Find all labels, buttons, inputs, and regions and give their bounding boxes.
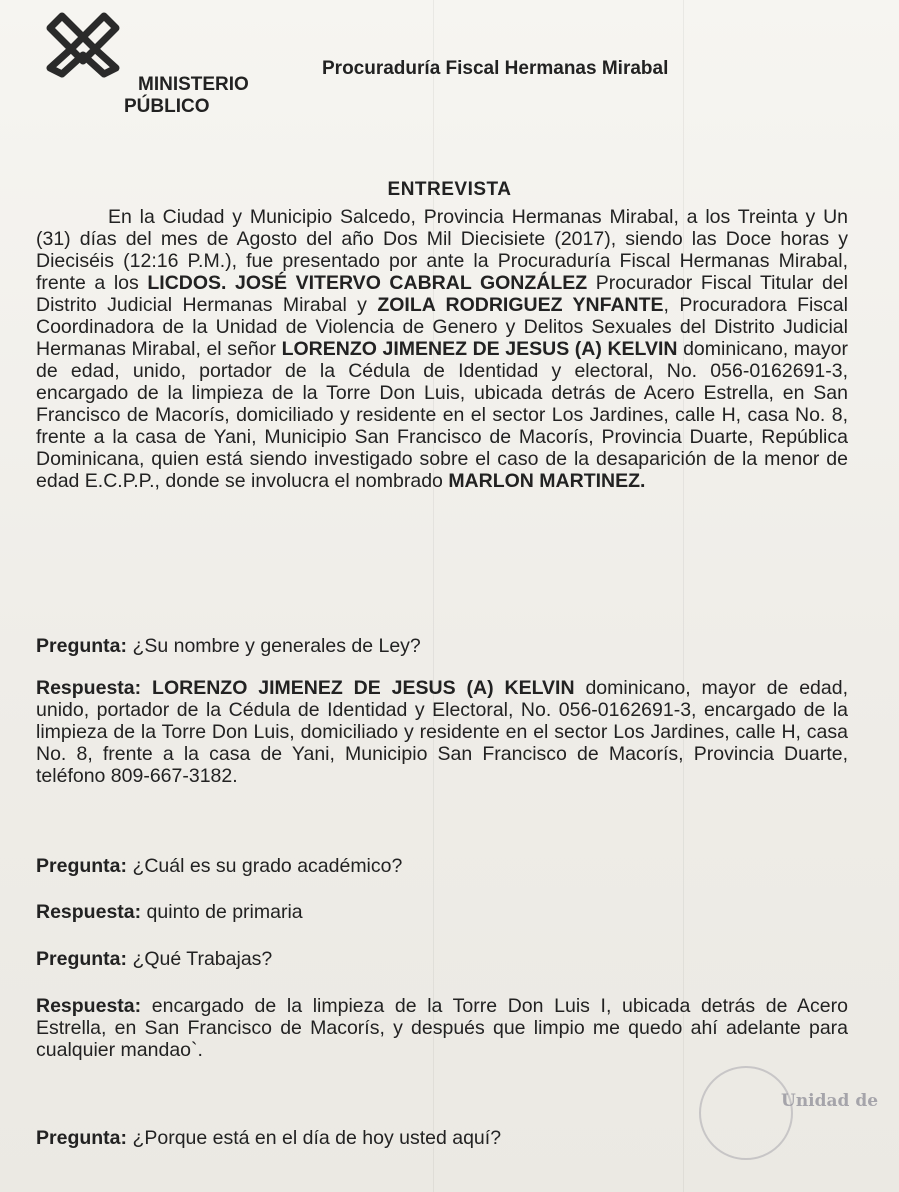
- intro-bold-segment: LORENZO JIMENEZ DE JESUS (A) KELVIN: [281, 338, 678, 360]
- stamp-seal-icon: [699, 1066, 793, 1160]
- question-label: Pregunta:: [36, 635, 128, 657]
- office-name: Procuraduría Fiscal Hermanas Mirabal: [322, 58, 669, 79]
- intro-bold-segment: LICDOS. JOSÉ VITERVO CABRAL GONZÁLEZ: [147, 272, 588, 294]
- organization-name-line1: MINISTERIO: [138, 74, 249, 95]
- answer-text: encargado de la limpieza de la Torre Don Luis I, ubicada detrás de Acero Estrella, en San Francisco de Macorís, y después que limpio me quedo ahí adelante para cualquier mandao`.: [36, 995, 848, 1061]
- organization-name: [124, 74, 274, 118]
- question-label: Pregunta:: [36, 948, 128, 970]
- question-2: [36, 855, 848, 877]
- question-label: Pregunta:: [36, 1127, 128, 1149]
- intro-text-segment: Procurador Fiscal Titular del Distrito Judicial Hermanas Mirabal y: [36, 272, 849, 316]
- stamp-text: Unidad de: [781, 1091, 879, 1111]
- intro-text-segment: En la Ciudad y Municipio Salcedo, Provincia Hermanas Mirabal, a los Treinta y Un (31) días del mes de Agosto del año Dos Mil Diecisiete (2017), siendo las Doce horas y Dieciséis (12:16 P.M.), fue presentado por ante la Procuraduría Fiscal Hermanas Mirabal, frente a los: [36, 206, 848, 294]
- answer-text: quinto de primaria: [146, 901, 303, 923]
- intro-bold-segment: MARLON MARTINEZ.: [448, 470, 646, 492]
- question-3: [36, 948, 848, 970]
- intro-bold-segment: ZOILA RODRIGUEZ YNFANTE: [377, 294, 664, 316]
- answer-label: Respuesta:: [36, 677, 142, 699]
- question-text: ¿Porque está en el día de hoy usted aquí?: [132, 1127, 502, 1149]
- question-text: ¿Cuál es su grado académico?: [132, 855, 403, 877]
- answer-2: [36, 901, 848, 923]
- answer-label: Respuesta:: [36, 901, 142, 923]
- ministerio-publico-logo-icon: [40, 10, 126, 78]
- answer-1: [36, 677, 848, 787]
- answer-3: [36, 995, 848, 1061]
- intro-text-segment: dominicano, mayor de edad, unido, portador de la Cédula de Identidad y electoral, No. 056-0162691-3, encargado de la limpieza de la Torre Don Luis, ubicada detrás de Acero Estrella, en San Francisco de Macorís, domiciliado y residente en el sector Los Jardines, calle H, casa No. 8, frente a la casa de Yani, Municipio San Francisco de Macorís, Provincia Duarte, República Dominicana, quien está siendo investigado sobre el caso de la desaparición de la menor de edad E.C.P.P., donde se involucra el nombrado: [36, 338, 848, 492]
- intro-text-segment: , Procuradora Fiscal Coordinadora de la Unidad de Violencia de Genero y Delitos Sexuales del Distrito Judicial Hermanas Mirabal, el señor: [36, 294, 848, 360]
- answer-text: dominicano, mayor de edad, unido, portador de la Cédula de Identidad y Electoral, No. 056-0162691-3, encargado de la limpieza de la Torre Don Luis, domiciliado y residente en el sector Los Jardines, calle H, casa No. 8, frente a la casa de Yani, Municipio San Francisco de Macorís, Provincia Duarte, teléfono 809-667-3182.: [36, 677, 848, 787]
- organization-name-line2: PÚBLICO: [124, 96, 210, 117]
- document-title: ENTREVISTA: [387, 179, 512, 200]
- question-text: ¿Su nombre y generales de Ley?: [132, 635, 421, 657]
- answer-label: Respuesta:: [36, 995, 142, 1017]
- official-stamp: [691, 1062, 891, 1192]
- question-1: [36, 635, 848, 657]
- intro-paragraph: [36, 206, 848, 492]
- answer-name: LORENZO JIMENEZ DE JESUS (A) KELVIN: [152, 677, 575, 699]
- question-label: Pregunta:: [36, 855, 128, 877]
- question-text: ¿Qué Trabajas?: [132, 948, 273, 970]
